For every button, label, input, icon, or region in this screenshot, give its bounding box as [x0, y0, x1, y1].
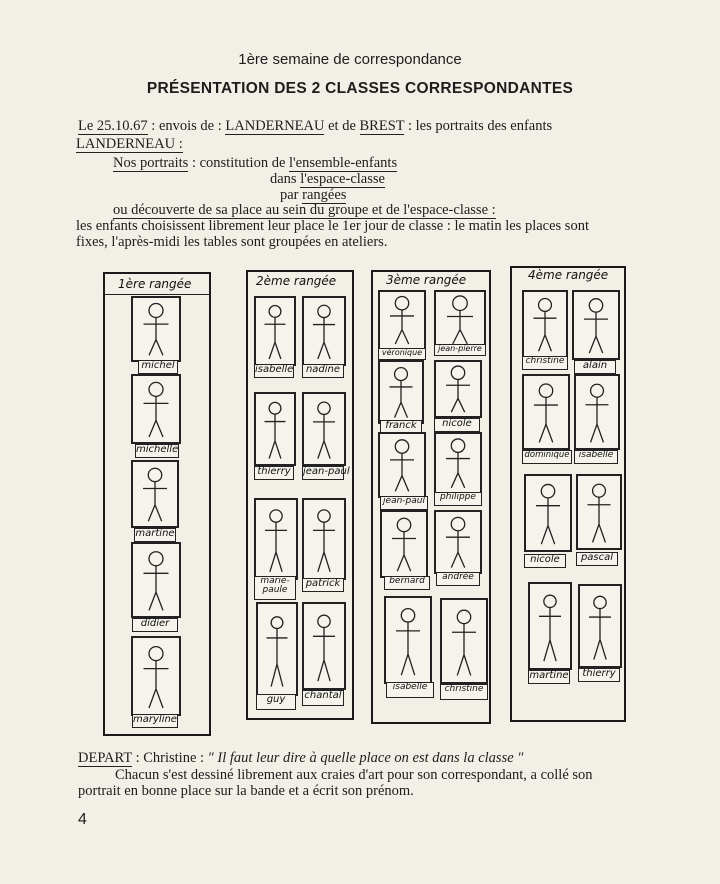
depart-label: DEPART	[78, 750, 132, 766]
term-ensemble: l'ensemble-enfants	[289, 155, 398, 171]
name-label: martine	[528, 670, 570, 684]
name-label: nicole	[524, 554, 566, 568]
name-label: martine	[134, 528, 176, 542]
name-label: nadine	[302, 364, 344, 378]
column-3-heading: 3ème rangée	[386, 273, 467, 287]
term-espace: l'espace-classe	[300, 171, 385, 187]
par-word: par	[280, 187, 303, 203]
name-label: patrick	[302, 578, 344, 592]
intro-text-a: : envois de :	[147, 118, 226, 134]
child-figure	[144, 304, 169, 356]
child-figure	[313, 402, 335, 458]
child-figure	[446, 439, 470, 488]
name-label: michel	[138, 360, 178, 374]
child-figure	[390, 296, 414, 344]
child-figure	[452, 610, 476, 675]
depart-line-3: portrait en bonne place sur la bande et a écrit son prénom.	[78, 783, 414, 799]
name-label: isabelle	[386, 682, 434, 698]
explanation-line-1: les enfants choisissent librement leur place le 1er jour de classe : le matin les places sont	[76, 218, 589, 234]
child-figure	[265, 402, 286, 458]
child-figure	[588, 484, 611, 542]
page-title: PRÉSENTATION DES 2 CLASSES CORRESPONDANTES	[146, 80, 574, 97]
name-label: jean-paul	[380, 496, 428, 510]
intro-city-brest: BREST	[359, 118, 405, 134]
child-figure	[539, 595, 561, 661]
depart-text: : Christine :	[131, 750, 208, 766]
child-figure	[447, 296, 473, 344]
child-figure	[144, 552, 169, 611]
depart-line-2: Chacun s'est dessiné librement aux craies d'art pour son correspondant, a collé son	[115, 767, 593, 783]
child-figure	[313, 305, 335, 359]
name-label: didier	[132, 618, 178, 632]
child-figure	[536, 484, 560, 544]
child-figure	[534, 384, 558, 442]
child-figure	[396, 609, 420, 676]
child-figure	[144, 382, 169, 437]
child-figure	[267, 617, 288, 687]
name-label: maryline	[132, 714, 178, 728]
name-label: christine	[440, 684, 488, 700]
child-figure	[313, 615, 335, 681]
name-label: michelle	[135, 444, 179, 458]
page-number: 4	[78, 811, 87, 828]
name-label: jean-pierre	[434, 344, 486, 356]
name-label: pascal	[576, 552, 618, 566]
portraits-sep: : constitution de	[188, 155, 289, 171]
child-figure	[584, 299, 608, 353]
name-label: isabelle	[574, 450, 618, 464]
child-figure	[589, 596, 611, 659]
column-4-heading: 4ème rangée	[528, 268, 609, 282]
child-figure	[265, 306, 286, 359]
child-figure	[144, 647, 169, 708]
child-figure	[390, 440, 414, 492]
intro-text-c: : les portraits des enfants	[404, 118, 553, 134]
name-label: andrée	[436, 572, 480, 586]
name-label: thierry	[578, 668, 620, 682]
explanation-line-2: fixes, l'après-midi les tables sont groupées en ateliers.	[76, 234, 388, 250]
dans-word: dans	[270, 171, 301, 187]
portraits-label: Nos portraits	[113, 155, 189, 171]
name-label: marie-paule	[254, 576, 296, 600]
name-label: philippe	[434, 492, 482, 506]
name-label: thierry	[254, 466, 294, 480]
intro-city-landerneau: LANDERNEAU	[225, 118, 325, 134]
depart-line	[78, 750, 523, 767]
name-label: christine	[522, 356, 568, 370]
child-figure	[446, 366, 470, 412]
child-figure	[143, 468, 167, 521]
column-2-heading: 2ème rangée	[256, 274, 337, 288]
child-figure	[534, 299, 557, 352]
child-figure	[392, 518, 416, 571]
name-label: isabelle	[254, 364, 294, 378]
name-label: nicole	[434, 418, 480, 432]
name-label: jean-paul	[302, 466, 344, 480]
name-label: véronique	[378, 348, 426, 360]
name-label: bernard	[384, 576, 430, 590]
intro-date: Le 25.10.67	[78, 118, 148, 134]
column-1-heading: 1ère rangée	[118, 277, 192, 291]
week-heading: 1ère semaine de correspondance	[238, 51, 462, 68]
name-label: alain	[574, 360, 616, 374]
child-figure	[313, 510, 335, 572]
child-figure	[390, 368, 413, 418]
term-rangees: rangées	[302, 187, 347, 203]
intro-city-landerneau-2: LANDERNEAU :	[76, 136, 183, 152]
child-figure	[265, 510, 287, 572]
child-figure	[446, 517, 470, 567]
name-label: franck	[380, 420, 422, 434]
discovery-text: ou découverte de sa place au sein du groupe et de l'espace-classe :	[113, 202, 496, 218]
depart-quote: " Il faut leur dire à quelle place on est dans la classe "	[207, 750, 524, 766]
name-label: dominique	[522, 450, 572, 464]
child-figure	[586, 384, 609, 442]
name-label: chantal	[302, 690, 344, 706]
intro-text-b: et de	[324, 118, 360, 134]
name-label: guy	[256, 694, 296, 710]
